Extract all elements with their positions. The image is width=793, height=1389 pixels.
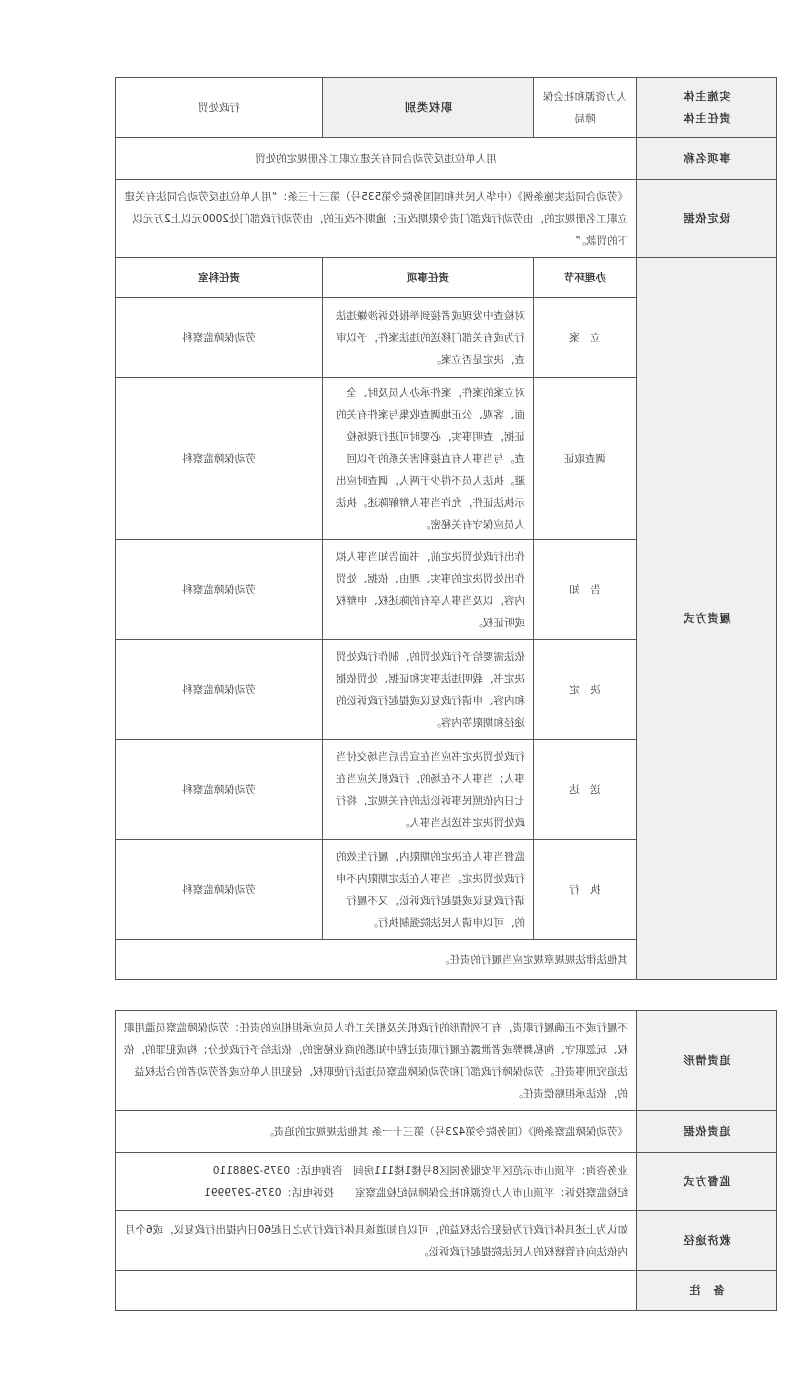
supervision-line2: 纪检监察投诉：平顶山市人力资源和社会保障局纪检监察室 投诉电话：0375-2979991 (204, 1186, 628, 1199)
accountability-table (115, 1010, 777, 1311)
label-subject-1: 实施主体 (682, 89, 731, 103)
stage-cell: 送 达 (534, 740, 637, 840)
item-cell: 对立案的案件，案件承办人员及时、全面、客观、公正地调查收集与案件有关的证据，查明事实，必要时可进行现场检查。与当事人有直接利害关系的予以回避。执法人员不得少于两人，调查时应出示执法证件，允许当事人辩解陈述。执法人员应保守有关秘密。 (323, 378, 534, 540)
item-value: 用人单位违反劳动合同有关建立职工名册规定的处罚 (116, 138, 637, 180)
dept-cell: 劳动保障监察科 (116, 640, 323, 740)
label-remedy: 救济途径 (637, 1211, 777, 1271)
item-cell: 对检查中发现或者接到举报投诉涉嫌违法行为或有关部门移送的违法案件，予以审查，决定是否立案。 (323, 298, 534, 378)
item-cell: 监督当事人在决定的期限内，履行生效的行政处罚决定。当事人在法定期限内不申请行政复议或提起行政诉讼，又不履行的，可以申请人民法院强制执行。 (323, 840, 534, 940)
label-supervision: 监督方式 (637, 1153, 777, 1211)
supervision-value (116, 1153, 637, 1211)
stage-cell: 告 知 (534, 540, 637, 640)
item-cell: 作出行政处罚决定前，书面告知当事人拟作出处罚决定的事实、理由、依据、处罚内容，以及当事人享有的陈述权、申辩权或听证权。 (323, 540, 534, 640)
row-remarks (116, 1271, 777, 1311)
dept-cell: 劳动保障监察科 (116, 298, 323, 378)
stage-cell: 决 定 (534, 640, 637, 740)
label-item: 事项名称 (637, 138, 777, 180)
item-cell: 依法需要给予行政处罚的，制作行政处罚决定书，载明违法事实和证据、处罚依据和内容、申请行政复议或提起行政诉讼的途径和期限等内容。 (323, 640, 534, 740)
remedy-value: 如认为上述具体行政行为侵犯合法权益的，可以自知道该具体行政行为之日起60日内提出行政复议，或6个月内依法向有管辖权的人民法院提起行政诉讼。 (116, 1211, 637, 1271)
col-dept: 责任科室 (116, 258, 323, 298)
row-item (116, 138, 777, 180)
dept-cell: 劳动保障监察科 (116, 378, 323, 540)
accountability-value: 不履行或不正确履行职责，有下列情形的行政机关及相关工作人员应承担相应的责任：劳动保障监察员滥用职权、玩忽职守、徇私舞弊或者泄露在履行职责过程中知悉的商业秘密的，依法给予行政处分；构成犯罪的，依法追究刑事责任。劳动保障行政部门和劳动保障监察员违法行使职权，侵犯用人单位或者劳动者的合法权益的，依法承担赔偿责任。 (116, 1011, 637, 1111)
label-subject (637, 78, 777, 138)
remarks-value (116, 1271, 637, 1311)
row-remedy (116, 1211, 777, 1271)
dept-cell: 劳动保障监察科 (116, 840, 323, 940)
dept-cell: 劳动保障监察科 (116, 740, 323, 840)
type-value-cell: 行政处罚 (116, 78, 323, 138)
main-table (115, 77, 777, 980)
acc-basis-value: 《劳动保障监察条例》（国务院令第423号）第三十一条 其他法规规定的追责。 (116, 1111, 637, 1153)
item-cell: 行政处罚决定书应当在宣告后当场交付当事人；当事人不在场的，行政机关应当在七日内依照民事诉讼法的有关规定，将行政处罚决定书送达当事人。 (323, 740, 534, 840)
label-remarks: 备 注 (637, 1271, 777, 1311)
row-supervision (116, 1153, 777, 1211)
label-accountability: 追责情形 (637, 1011, 777, 1111)
basis-value: 《劳动合同法实施条例》（中华人民共和国国务院令第535号）第三十三条：“用人单位违反劳动合同法有关建立职工名册规定的，由劳动行政部门责令限期改正；逾期不改正的，由劳动行政部门处2000元以上2万元以下的罚款。” (116, 180, 637, 258)
label-acc-basis: 追责依据 (637, 1111, 777, 1153)
supervision-line1: 业务咨询：平顶山市示范区平安服务园区8号楼1楼111房间 咨询电话：0375-2988110 (212, 1164, 628, 1177)
stage-cell: 立 案 (534, 298, 637, 378)
stage-cell: 执 行 (534, 840, 637, 940)
row-accountability (116, 1011, 777, 1111)
col-stage: 办理环节 (534, 258, 637, 298)
subject-value-cell: 人力资源和社会保障局 (534, 78, 637, 138)
label-basis: 设定依据 (637, 180, 777, 258)
row-acc-basis (116, 1111, 777, 1153)
row-duty-header (116, 258, 777, 298)
row-basis (116, 180, 777, 258)
label-subject-2: 责任主体 (682, 111, 731, 125)
duty-other: 其他法律法规规章规定应当履行的责任。 (116, 940, 637, 980)
col-item: 责任事项 (323, 258, 534, 298)
stage-cell: 调查取证 (534, 378, 637, 540)
label-duty: 履责方式 (637, 258, 777, 980)
type-label-cell: 职权类别 (323, 78, 534, 138)
dept-cell: 劳动保障监察科 (116, 540, 323, 640)
row-subject (116, 78, 777, 138)
